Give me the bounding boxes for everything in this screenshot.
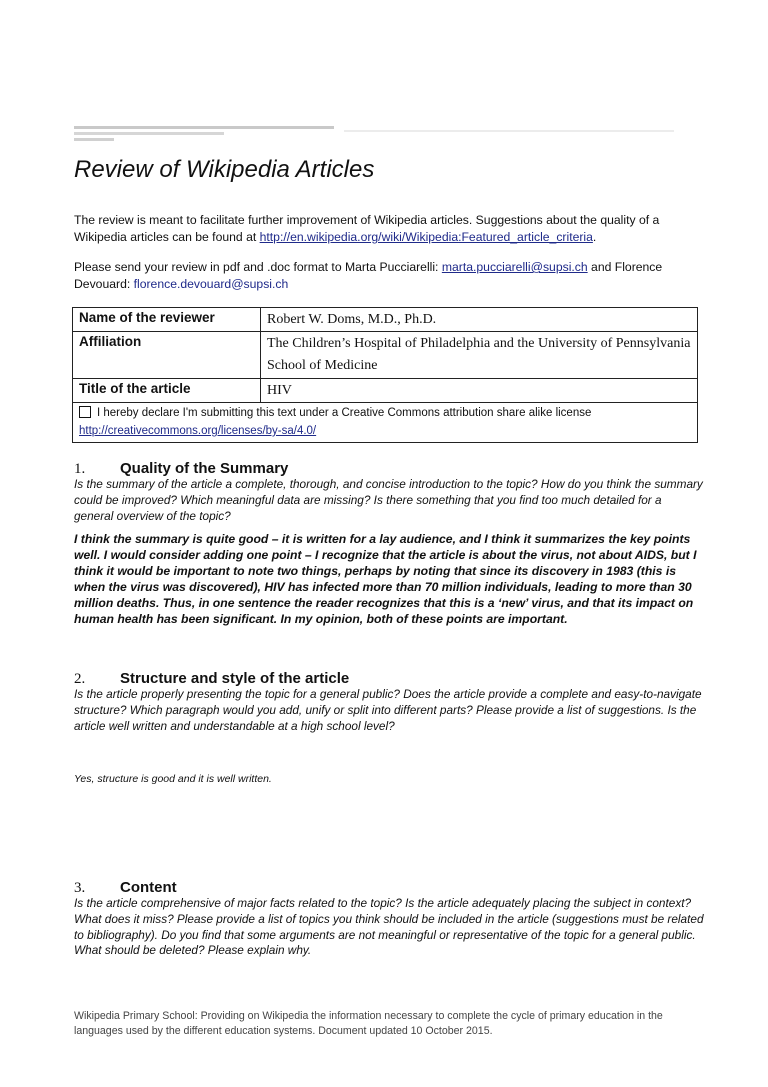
send-text: Please send your review in pdf and .doc format to Marta Pucciarelli: bbox=[74, 260, 442, 274]
section-2-heading bbox=[74, 670, 349, 688]
intro-text: The review is meant to facilitate further improvement of Wikipedia articles. Suggestions about the quality of a Wikipedia articles can be found at bbox=[74, 213, 660, 244]
section-1-answer: I think the summary is quite good – it is written for a lay audience, and I think it summarizes the key points well. I would consider adding one point – I recognize that the article is about the virus, not about AIDS, but I think it would be important to note two things, perhaps by noting that since its discovery in 1983 (this is when the virus was discovered), HIV has infected more than 70 million individuals, leading to more than 30 million deaths. Thus, in one sentence the reader recognizes that this is a ‘new’ virus, and that its impact on human health has been significant. In my opinion, both of these points are important. bbox=[74, 532, 697, 626]
reviewer-info-table bbox=[72, 307, 698, 443]
section-2-number: 2. bbox=[74, 671, 86, 687]
section-3-question: Is the article comprehensive of major facts related to the topic? Is the article adequately placing the subject in context? What does it miss? Please provide a list of topics you think should be included in the article (suggestions must be related to bibliography). Do you find that some arguments are not meaningful or representative of the topic for a general public. What should be deleted? Please explain why. bbox=[74, 896, 704, 958]
reviewer-value: Robert W. Doms, M.D., Ph.D. bbox=[267, 312, 437, 327]
section-3-title: Content bbox=[120, 879, 177, 896]
header-logo bbox=[74, 124, 674, 146]
featured-criteria-link[interactable]: http://en.wikipedia.org/wiki/Wikipedia:Featured_article_criteria bbox=[259, 230, 593, 244]
section-3-heading bbox=[74, 879, 177, 897]
email-florence: florence.devouard@supsi.ch bbox=[133, 277, 289, 291]
row-affiliation bbox=[73, 332, 697, 379]
affiliation-value: The Children’s Hospital of Philadelphia and the University of Pennsylvania School of Medicine bbox=[267, 336, 691, 373]
section-1-title: Quality of the Summary bbox=[120, 460, 289, 477]
section-3-number: 3. bbox=[74, 880, 86, 896]
section-1-question: Is the summary of the article a complete, thorough, and concise introduction to the topic? How do you think the summary could be improved? Which meaningful data are missing? Is there something that you find too much detailed for a general overview of the topic? bbox=[74, 477, 703, 523]
license-link[interactable]: http://creativecommons.org/licenses/by-sa/4.0/ bbox=[79, 425, 317, 437]
license-checkbox[interactable] bbox=[79, 406, 91, 418]
section-2-answer: Yes, structure is good and it is well written. bbox=[74, 773, 272, 785]
section-1-number: 1. bbox=[74, 461, 86, 477]
reviewer-label: Name of the reviewer bbox=[73, 308, 261, 331]
email-link-marta[interactable]: marta.pucciarelli@supsi.ch bbox=[441, 260, 588, 274]
article-title-value: HIV bbox=[267, 383, 292, 398]
intro-paragraph bbox=[74, 212, 704, 246]
section-2-question: Is the article properly presenting the topic for a general public? Does the article provide a complete and easy-to-navigate structure? Which paragraph would you add, unify or split into different parts? Please provide a list of suggestions. Is the article well written and understandable at a high school level? bbox=[74, 687, 702, 733]
send-paragraph bbox=[74, 259, 704, 293]
section-2-title: Structure and style of the article bbox=[120, 670, 350, 687]
footer-text: Wikipedia Primary School: Providing on Wikipedia the information necessary to complete the cycle of primary education in the languages used by the different education systems. Document updated 10 October 2015. bbox=[74, 1010, 663, 1037]
row-article-title bbox=[73, 379, 697, 403]
article-title-label: Title of the article bbox=[73, 379, 261, 402]
affiliation-label: Affiliation bbox=[73, 332, 261, 378]
license-text: I hereby declare I'm submitting this text under a Creative Commons attribution share alike license bbox=[97, 407, 592, 419]
row-reviewer bbox=[73, 308, 697, 332]
send-mid: and Florence Devouard: bbox=[74, 260, 663, 291]
intro-end: . bbox=[592, 230, 597, 244]
page-title: Review of Wikipedia Articles bbox=[74, 156, 375, 183]
section-1-heading bbox=[74, 460, 288, 478]
row-license bbox=[73, 403, 697, 442]
